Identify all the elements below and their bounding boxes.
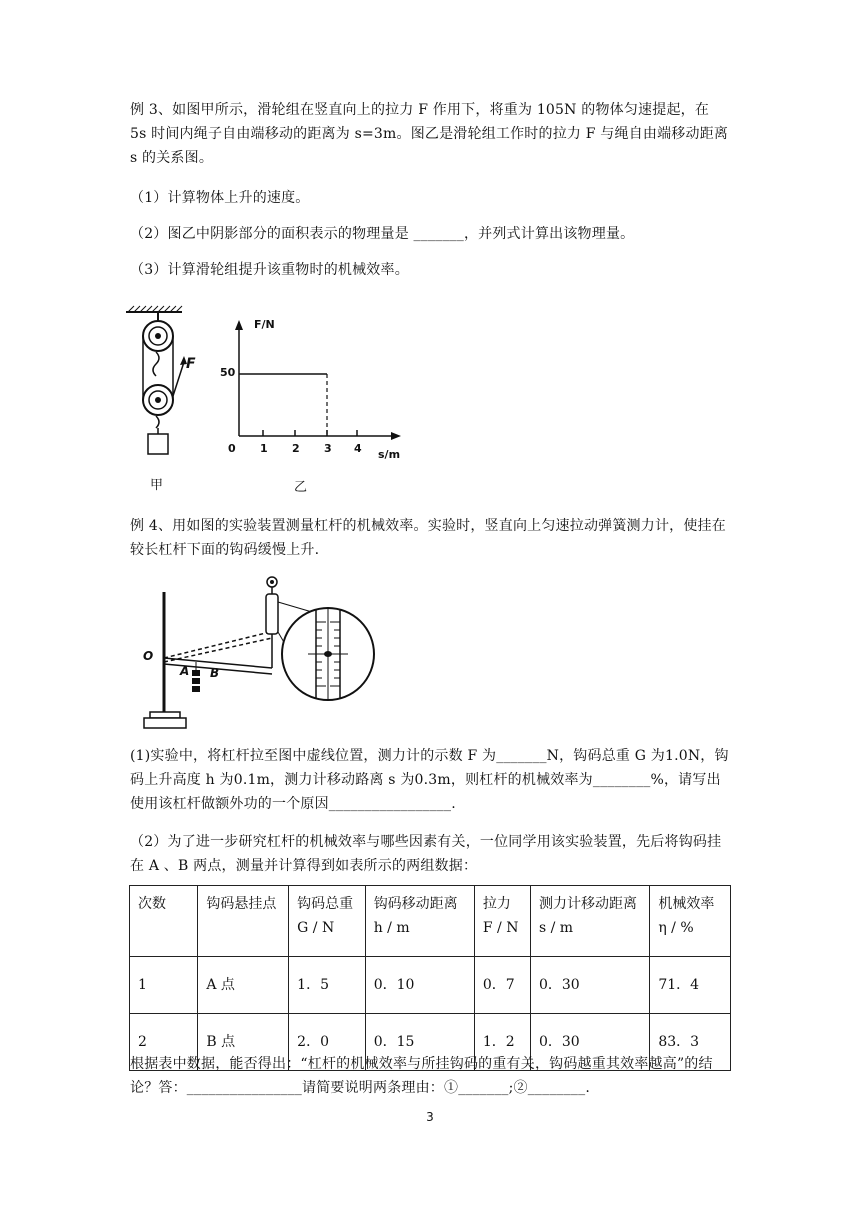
lever-apparatus-figure [132, 572, 392, 734]
force-distance-chart [215, 312, 415, 462]
ex4-question-1: (1)实验中，将杠杆拉至图中虚线位置，测力计的示数 F 为_______N，钩码总重 G 为1.0N，钩码上升高度 h 为0.1m，测力计移动路离 s 为0.3m，则杠杆的机械效率为________%，请写出使用该杠杆做额外功的一个原因_________________. [130, 748, 729, 812]
chart-xlabel: s/m [378, 448, 401, 461]
table-cell: 1．2 [474, 1014, 530, 1071]
table-cell: 2．0 [289, 1014, 366, 1071]
table-cell: 83．3 [650, 1014, 731, 1071]
pulley-figure [120, 300, 200, 500]
table-cell: 0．10 [365, 957, 474, 1014]
table-header-cell: 拉力 F / N [474, 886, 530, 957]
ex3-question-3: （3）计算滑轮组提升该重物时的机械效率。 [130, 262, 409, 278]
table-header-cell: 机械效率 η / % [650, 886, 731, 957]
ex4-question-2: （2）为了进一步研究杠杆的机械效率与哪些因素有关，一位同学用该实验装置，先后将钩码挂在 A 、B 两点，测量并计算得到如表所示的两组数据： [130, 834, 722, 874]
pivot-label-O: O [143, 649, 154, 663]
point-label-B: B [210, 666, 220, 680]
y-axis-arrow [235, 320, 243, 330]
figure-jia-label: 甲 [150, 478, 164, 493]
table-header-cell: 测力计移动距离 s / m [530, 886, 649, 957]
ex3-question-1: （1）计算物体上升的速度。 [130, 190, 310, 206]
table-cell: 1．5 [289, 957, 366, 1014]
chart-x-tick-0: 0 [228, 442, 236, 455]
ex4-conclusion: 根据表中数据，能否得出：“杠杆的机械效率与所挂钩码的重有关，钩码越重其效率越高”的结论？答：________________请简要说明两条理由：①_______;②________. [130, 1056, 713, 1096]
table-row [130, 957, 731, 1014]
table-cell: 2 [130, 1014, 198, 1071]
table-cell: 0．30 [530, 957, 649, 1014]
chart-x-tick-4: 4 [354, 442, 362, 455]
table-cell: 0．15 [365, 1014, 474, 1071]
table-header-row [130, 886, 731, 957]
figure-yi-label: 乙 [294, 480, 308, 495]
force-label-F: F [186, 356, 196, 372]
table-header-cell: 次数 [130, 886, 198, 957]
table-cell: 1 [130, 957, 198, 1014]
page-number: 3 [426, 1110, 434, 1124]
chart-x-tick-2: 2 [292, 442, 300, 455]
x-axis-arrow [391, 432, 401, 440]
ex4-intro: 例 4、用如图的实验装置测量杠杆的机械效率。实验时，竖直向上匀速拉动弹簧测力计，使挂在较长杠杆下面的钩码缓慢上升. [130, 518, 726, 558]
table-cell: A 点 [198, 957, 289, 1014]
table-header-cell: 钩码悬挂点 [198, 886, 289, 957]
table-cell: 0．7 [474, 957, 530, 1014]
chart-ylabel: F/N [254, 318, 275, 331]
chart-x-tick-1: 1 [260, 442, 268, 455]
point-label-A: A [180, 664, 190, 678]
table-cell: 0．30 [530, 1014, 649, 1071]
table-header-cell: 钩码总重 G / N [289, 886, 366, 957]
ex3-question-2: （2）图乙中阴影部分的面积表示的物理量是 _______，并列式计算出该物理量。 [130, 226, 635, 242]
table-cell: 71．4 [650, 957, 731, 1014]
table-cell: B 点 [198, 1014, 289, 1071]
data-table [129, 885, 731, 1071]
ex3-intro: 例 3、如图甲所示，滑轮组在竖直向上的拉力 F 作用下，将重为 105N 的物体匀速提起，在 5s 时间内绳子自由端移动的距离为 s=3m。图乙是滑轮组工作时的拉力 F 与绳自由端移动距离 s 的关系图。 [130, 102, 729, 166]
chart-x-tick-3: 3 [324, 442, 332, 455]
chart-y-tick-50: 50 [220, 366, 236, 379]
table-header-cell: 钩码移动距离 h / m [365, 886, 474, 957]
